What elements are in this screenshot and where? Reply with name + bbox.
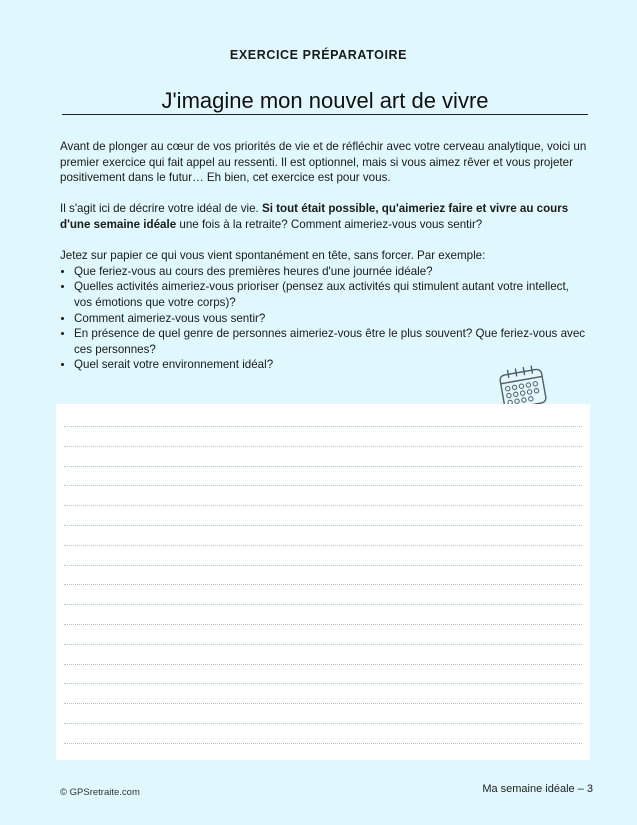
writing-area[interactable] (56, 404, 590, 760)
writing-line (64, 485, 582, 486)
list-item: • Quel serait votre environnement idéal? (74, 357, 590, 373)
writing-line (64, 624, 582, 625)
writing-line (64, 545, 582, 546)
writing-line (64, 743, 582, 744)
list-item: • En présence de quel genre de personnes aimeriez-vous être le plus souvent? Que feriez-vous avec ces personnes? (74, 326, 590, 357)
writing-line (64, 446, 582, 447)
list-item: • Comment aimeriez-vous vous sentir? (74, 311, 590, 327)
instruction-bold: Si tout était possible, qu'aimeriez faire et vivre au cours d'une semaine idéale (60, 202, 569, 231)
prompt-text: Jetez sur papier ce qui vous vient spontanément en tête, sans forcer. Par exemple: (60, 249, 486, 263)
instruction-tail: une fois à la retraite? Comment aimeriez-vous vous sentir? (176, 217, 483, 231)
writing-line (64, 664, 582, 665)
list-item: • Que feriez-vous au cours des premières heures d'une journée idéale? (74, 264, 590, 280)
writing-line (64, 584, 582, 585)
instruction-lead: Il s'agit ici de décrire votre idéal de vie. (60, 202, 262, 216)
instruction-paragraph (60, 201, 590, 232)
writing-line (64, 703, 582, 704)
list-item: • Quelles activités aimeriez-vous prioriser (pensez aux activités qui stimulent autant votre intellect, vos émotions que votre corps)? (74, 279, 590, 310)
section-kicker: EXERCICE PRÉPARATOIRE (229, 48, 408, 62)
writing-line (64, 466, 582, 467)
writing-line (64, 565, 582, 566)
body-text (60, 139, 590, 373)
intro-paragraph: Avant de plonger au cœur de vos priorités de vie et de réfléchir avec votre cerveau analytique, voici un premier exercice qui fait appel au ressenti. Il est optionnel, mais si vous aimez rêver et vous projeter positivement dans le futur… Eh bien, cet exercice est pour vous. (60, 140, 587, 185)
footer-page-label: Ma semaine idéale – 3 (482, 783, 593, 795)
writing-line (64, 505, 582, 506)
title-underline (62, 88, 588, 115)
example-list (60, 264, 590, 373)
writing-line (64, 525, 582, 526)
writing-line (64, 683, 582, 684)
page-title: J'imagine mon nouvel art de vivre (161, 88, 489, 113)
writing-line (64, 644, 582, 645)
writing-line (64, 604, 582, 605)
footer-copyright: © GPSretraite.com (60, 787, 140, 798)
writing-line (64, 426, 582, 427)
writing-line (64, 723, 582, 724)
